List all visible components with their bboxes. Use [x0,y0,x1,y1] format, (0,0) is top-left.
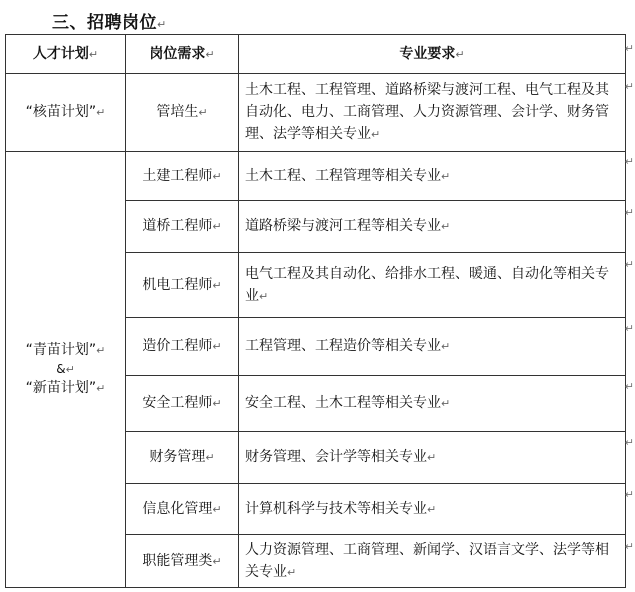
major-cell: 土木工程、工程管理等相关专业↵ [239,152,626,201]
row-end-mark-icon: ↵ [624,155,634,168]
paragraph-mark-icon: ↵ [157,18,167,31]
header-plan: 人才计划↵ [6,35,126,74]
major-cell: 道路桥梁与渡河工程等相关专业↵ [239,201,626,253]
position-cell: 土建工程师↵ [126,152,239,201]
row-end-mark-icon: ↵ [624,380,634,393]
major-cell: 土木工程、工程管理、道路桥梁与渡河工程、电气工程及其自动化、电力、工商管理、人力资源管理、会计学、财务管理、法学等相关专业↵ [239,74,626,152]
row-end-mark-icon: ↵ [624,488,634,501]
row-end-mark-icon: ↵ [624,42,634,55]
section-heading [52,8,167,33]
major-cell: 人力资源管理、工商管理、新闻学、汉语言文学、法学等相关专业↵ [239,535,626,588]
table-row [6,74,626,152]
plan-core: “核苗计划”↵ [6,74,126,152]
major-cell: 电气工程及其自动化、给排水工程、暖通、自动化等相关专业↵ [239,253,626,318]
header-position: 岗位需求↵ [126,35,239,74]
row-end-mark-icon: ↵ [624,540,634,553]
position-cell: 财务管理↵ [126,432,239,484]
position-cell: 信息化管理↵ [126,484,239,535]
header-major: 专业要求↵ [239,35,626,74]
row-end-mark-icon: ↵ [624,80,634,93]
position-cell: 造价工程师↵ [126,318,239,376]
position-cell: 管培生↵ [126,74,239,152]
table-header-row [6,35,626,74]
position-cell: 机电工程师↵ [126,253,239,318]
plan-green-new: “青苗计划”↵ &↵ “新苗计划”↵ [6,152,126,588]
row-end-mark-icon: ↵ [624,436,634,449]
section-heading-text: 三、招聘岗位 [52,13,157,33]
row-end-mark-icon: ↵ [624,206,634,219]
table-row [6,152,626,201]
recruitment-table [5,34,626,588]
major-cell: 安全工程、土木工程等相关专业↵ [239,376,626,432]
major-cell: 计算机科学与技术等相关专业↵ [239,484,626,535]
position-cell: 职能管理类↵ [126,535,239,588]
position-cell: 道桥工程师↵ [126,201,239,253]
position-cell: 安全工程师↵ [126,376,239,432]
major-cell: 工程管理、工程造价等相关专业↵ [239,318,626,376]
major-cell: 财务管理、会计学等相关专业↵ [239,432,626,484]
row-end-mark-icon: ↵ [624,258,634,271]
row-end-mark-icon: ↵ [624,322,634,335]
